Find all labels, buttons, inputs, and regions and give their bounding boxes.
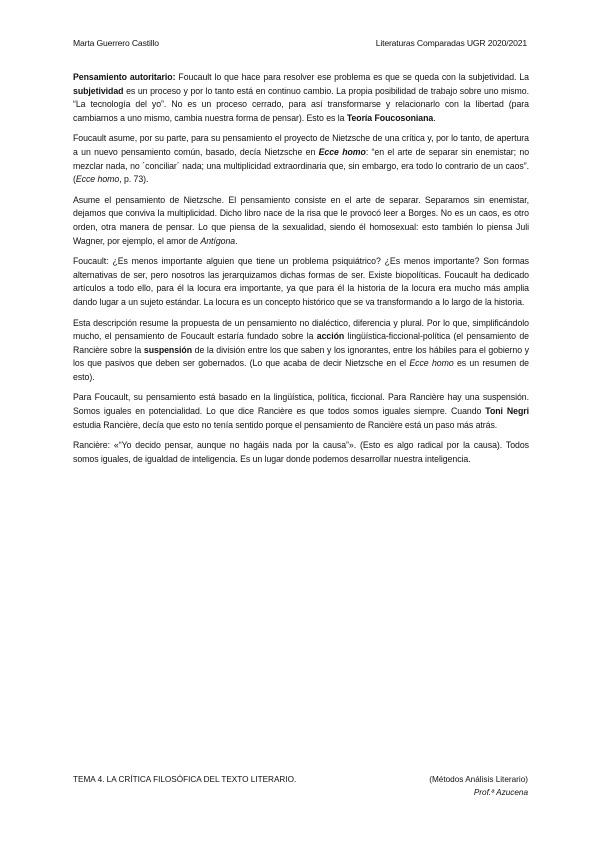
title-ecce-homo: Ecce homo xyxy=(409,358,454,369)
name-toni-negri: Toni Negri xyxy=(485,406,529,417)
paragraph-7: Rancière: «“Yo decido pensar, aunque no hagáis nada por la causa”». (Esto es algo radical por la causa). Todos somos iguales, de igualdad de inteligencia. Es un lugar donde podemos desarrollar nuestra inteligencia. xyxy=(73,440,529,464)
paragraph-1: Pensamiento autoritario: Foucault lo que hace para resolver ese problema es que se queda con la subjetividad. La subjetividad es un proceso y por lo tanto está en continuo cambio. La propia posibilidad de trabajo sobre uno mismo. “La tecnología del yo”. No es un proceso cerrado, para así transformarse y relacionarlo con la libertad (para cambiarnos a uno mismo, cambia nuestra forma de pensar). Esto es la Teoría Foucosoniana. xyxy=(73,72,529,123)
title-antigona: Antígona xyxy=(200,235,236,246)
term-accion: acción xyxy=(316,331,345,342)
citation-ecce-homo: Ecce homo xyxy=(75,174,120,185)
paragraph-6: Para Foucault, su pensamiento está basado en la lingüística, política, ficcional. Para Rancière hay una suspensión. Somos iguales en potencialidad. Lo que dice Rancière es que todos somos iguales siempre. Cuando Toni Negri estudia Rancière, decía que esto no tenía sentido porque el pensamiento de Rancière está un paso más atrás. xyxy=(73,392,529,430)
footer-professor: Prof.ª Azucena xyxy=(473,788,528,797)
book-title-ecce-homo: Ecce homo xyxy=(318,146,366,157)
term-teoria-foucosoniana: Teoría Foucosoniana xyxy=(346,112,434,123)
paragraph-3: Asume el pensamiento de Nietzsche. El pensamiento consiste en el arte de separar. Separamos sin enemistar, dejamos que conviva la multiplicidad. Dicho libro nace de la risa que le provocó leer a Borges. No es un caos, es otro orden, otra manera de pensar. Lo que piensa de la sexualidad, siendo él homosexual: esto también lo piensa Juli Wagner, por ejemplo, el amor de Antígona. xyxy=(73,194,529,246)
term-suspension: suspensión xyxy=(143,344,193,355)
page-header xyxy=(73,38,527,48)
footer-topic: TEMA 4. LA CRÍTICA FILOSÓFICA DEL TEXTO LITERARIO. xyxy=(73,775,297,784)
paragraph-5: Esta descripción resume la propuesta de un pensamiento no dialéctico, diferencia y plural. Por lo que, simplificándolo mucho, el pensamiento de Foucault estaría fundado sobre la acción lingüística-ficcional-política (el pensamiento de Rancière sobre la suspensión de la división entre los que saben y los ignorantes, entre los hábiles para el gobierno y los que pasivos que deben ser gobernados. (Lo que acaba de decir Nietzsche en el Ecce homo es un resumen de esto). xyxy=(73,317,530,382)
footer-subject: (Métodos Análisis Literario) xyxy=(429,775,528,784)
header-course: Literaturas Comparadas UGR 2020/2021 xyxy=(375,38,527,48)
header-author: Marta Guerrero Castillo xyxy=(73,38,159,48)
term-pensamiento-autoritario: Pensamiento autoritario: xyxy=(73,72,176,82)
page-footer xyxy=(73,773,528,799)
paragraph-2: Foucault asume, por su parte, para su pensamiento el proyecto de Nietzsche de una crítica y, por lo tanto, de apertura a un nuevo pensamiento común, basado, decía Nietzsche en Ecce homo: “en el arte de separar sin enemistar; no mezclar nada, no ´conciliar´ nada; una multiplicidad extraordinaria que, sin embargo, era todo lo contrario de un caos”. (Ecce homo, p. 73). xyxy=(73,133,530,185)
term-subjetividad: subjetividad xyxy=(73,85,124,96)
paragraph-4: Foucault: ¿Es menos importante alguien que tiene un problema psiquiátrico? ¿Es menos importante? Son formas alternativas de ser, pero nosotros las jerarquizamos dichas formas de ser. Existe biopolíticas. Foucault ha dedicado artículos a todo ello, para él la locura era importante, ya que para él la historia de la locura era mucho más amplia dando lugar a un sujeto estándar. La locura es un concepto histórico que se va transformando a lo largo de la historia. xyxy=(73,256,529,307)
document-body xyxy=(73,71,529,473)
